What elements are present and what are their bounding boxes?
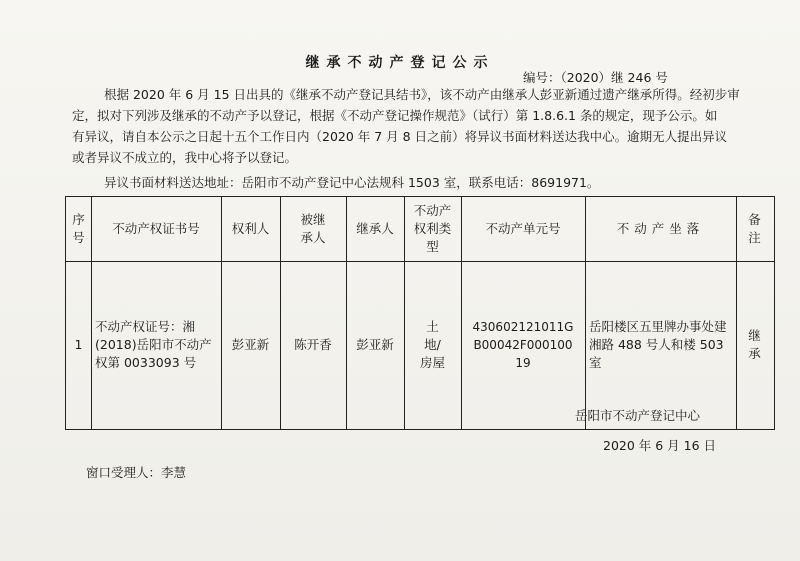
- header-heir: 继承人: [356, 221, 394, 236]
- header-unit-no: 不动产单元号: [485, 221, 561, 236]
- registration-table: [65, 196, 775, 430]
- paragraph-line-3: 有异议，请自本公示之日起十五个工作日内（2020 年 7 月 8 日之前）将异议书面材料送达我中心。逾期无人提出异议: [72, 129, 728, 144]
- header-right-type: 不动产权利类型: [413, 203, 452, 254]
- header-remark: 备注: [748, 212, 761, 245]
- paragraph-line-1: 根据 2020 年 6 月 15 日出具的《继承不动产登记具结书》，该不动产由继承人彭亚新通过遗产继承所得。经初步审: [104, 87, 740, 102]
- issuer-name: 岳阳市不动产登记中心: [575, 408, 701, 423]
- row-owner: 彭亚新: [231, 336, 270, 352]
- issue-date: 2020 年 6 月 16 日: [603, 438, 717, 453]
- header-seq: 序号: [72, 212, 85, 245]
- row-right-type: 土地/房屋: [419, 318, 445, 370]
- header-cert-no: 不动产权证书号: [112, 221, 200, 236]
- row-remark: 继承: [748, 327, 761, 361]
- row-seq: 1: [74, 336, 83, 352]
- row-cert-no: 不动产权证号：湘(2018)岳阳市不动产权第 0033093 号: [95, 318, 212, 370]
- row-location: 岳阳楼区五里牌办事处建湘路 488 号人和楼 503 室: [589, 318, 727, 370]
- document-number: 编号：（2020）继 246 号: [523, 70, 668, 85]
- row-unit-no: 430602121011GB00042F00010019: [472, 319, 574, 370]
- row-decedent: 陈开香: [294, 336, 332, 352]
- paragraph-line-5: 异议书面材料送达地址：岳阳市不动产登记中心法规科 1503 室，联系电话：8691971。: [104, 175, 600, 190]
- clerk-name: 窗口受理人：李慧: [86, 465, 187, 480]
- paragraph-line-2: 定，拟对下列涉及继承的不动产予以登记，根据《不动产登记操作规范》（试行）第 1.8.6.1 条的规定，现予公示。如: [72, 108, 718, 123]
- page-title: 继承不动产登记公示: [305, 55, 495, 71]
- header-decedent: 被继承人: [300, 212, 326, 245]
- header-location: 不动产坐落: [616, 221, 705, 236]
- header-owner: 权利人: [231, 221, 270, 236]
- row-heir: 彭亚新: [356, 336, 394, 352]
- paragraph-line-4: 或者异议不成立的，我中心将予以登记。: [72, 150, 298, 165]
